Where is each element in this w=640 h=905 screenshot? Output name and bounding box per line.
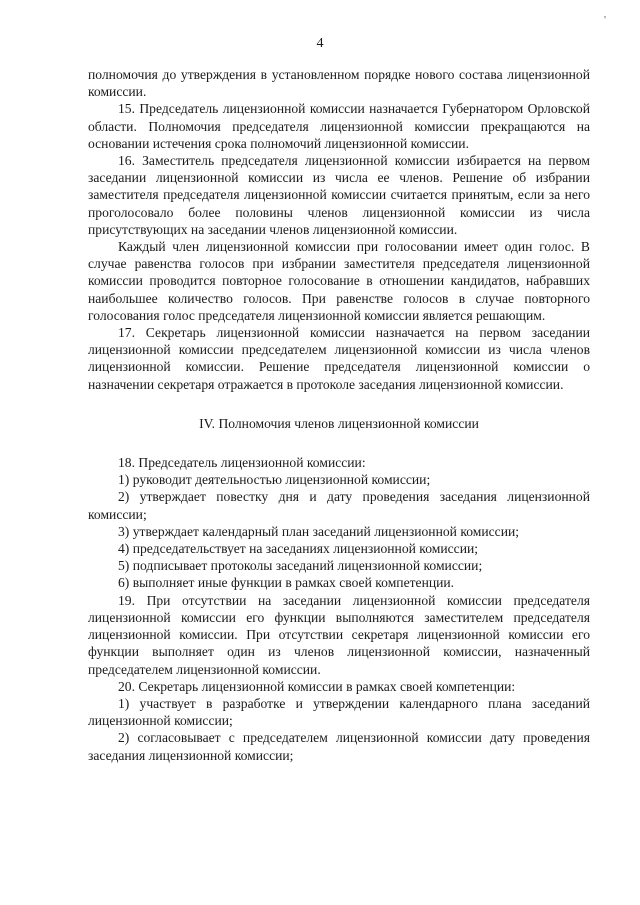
- paragraph-voting: Каждый член лицензионной комиссии при голосовании имеет один голос. В случае равенства голосов при избрании заместителя председателя лицензионной комиссии проводится повторное голосование в отношении кандидатов, набравших наибольшее количество голосов. При равенстве голосов в случае повторного голосования голос председателя лицензионной комиссии является решающим.: [88, 239, 590, 323]
- list-item: 1) руководит деятельностью лицензионной комиссии;: [118, 472, 431, 488]
- list-item: 4) председательствует на заседаниях лицензионной комиссии;: [118, 541, 479, 557]
- section-heading: IV. Полномочия членов лицензионной комиссии: [199, 415, 479, 431]
- paragraph-continued: полномочия до утверждения в установленном порядке нового состава лицензионной комиссии.: [88, 67, 590, 100]
- list-item: 3) утверждает календарный план заседаний лицензионной комиссии;: [118, 523, 520, 539]
- paragraph-15: 15. Председатель лицензионной комиссии назначается Губернатором Орловской области. Полномочия председателя лицензионной комиссии прекращаются на основании истечения срока полномочий лицензионной комиссии.: [88, 101, 590, 151]
- paragraph-19: 19. При отсутствии на заседании лицензионной комиссии председателя лицензионной комиссии его функции выполняются заместителем председателя лицензионной комиссии. При отсутствии секретаря лицензионной комиссии его функции выполняет один из членов лицензионной комиссии, назначенный председателем лицензионной комиссии.: [88, 592, 590, 677]
- page-number: 4: [316, 36, 324, 51]
- paragraph-18: 18. Председатель лицензионной комиссии:: [118, 455, 366, 471]
- paragraph-16: 16. Заместитель председателя лицензионной комиссии избирается на первом заседании лицензионной комиссии из числа ее членов. Решение об избрании заместителя председателя лицензионной комиссии считается принятым, если за него проголосовало более половины членов лицензионной комиссии из числа присутствующих на заседании членов лицензионной комиссии.: [88, 153, 590, 237]
- paragraph-20: 20. Секретарь лицензионной комиссии в рамках своей компетенции:: [118, 678, 516, 694]
- list-item: 1) участвует в разработке и утверждении календарного плана заседаний лицензионной комиссии;: [88, 695, 590, 729]
- scan-mark: ': [604, 14, 606, 26]
- list-item: 5) подписывает протоколы заседаний лицензионной комиссии;: [118, 558, 483, 574]
- list-item: 2) утверждает повестку дня и дату проведения заседания лицензионной комиссии;: [88, 489, 590, 522]
- list-item: 6) выполняет иные функции в рамках своей компетенции.: [118, 575, 455, 591]
- paragraph-17: 17. Секретарь лицензионной комиссии назначается на первом заседании лицензионной комиссии председателем лицензионной комиссии из числа членов лицензионной комиссии. Решение председателя лицензионной комиссии о назначении секретаря отражается в протоколе заседания лицензионной комиссии.: [88, 325, 590, 392]
- document-body: [88, 66, 590, 764]
- list-item: 2) согласовывает с председателем лицензионной комиссии дату проведения заседания лицензионной комиссии;: [88, 730, 590, 763]
